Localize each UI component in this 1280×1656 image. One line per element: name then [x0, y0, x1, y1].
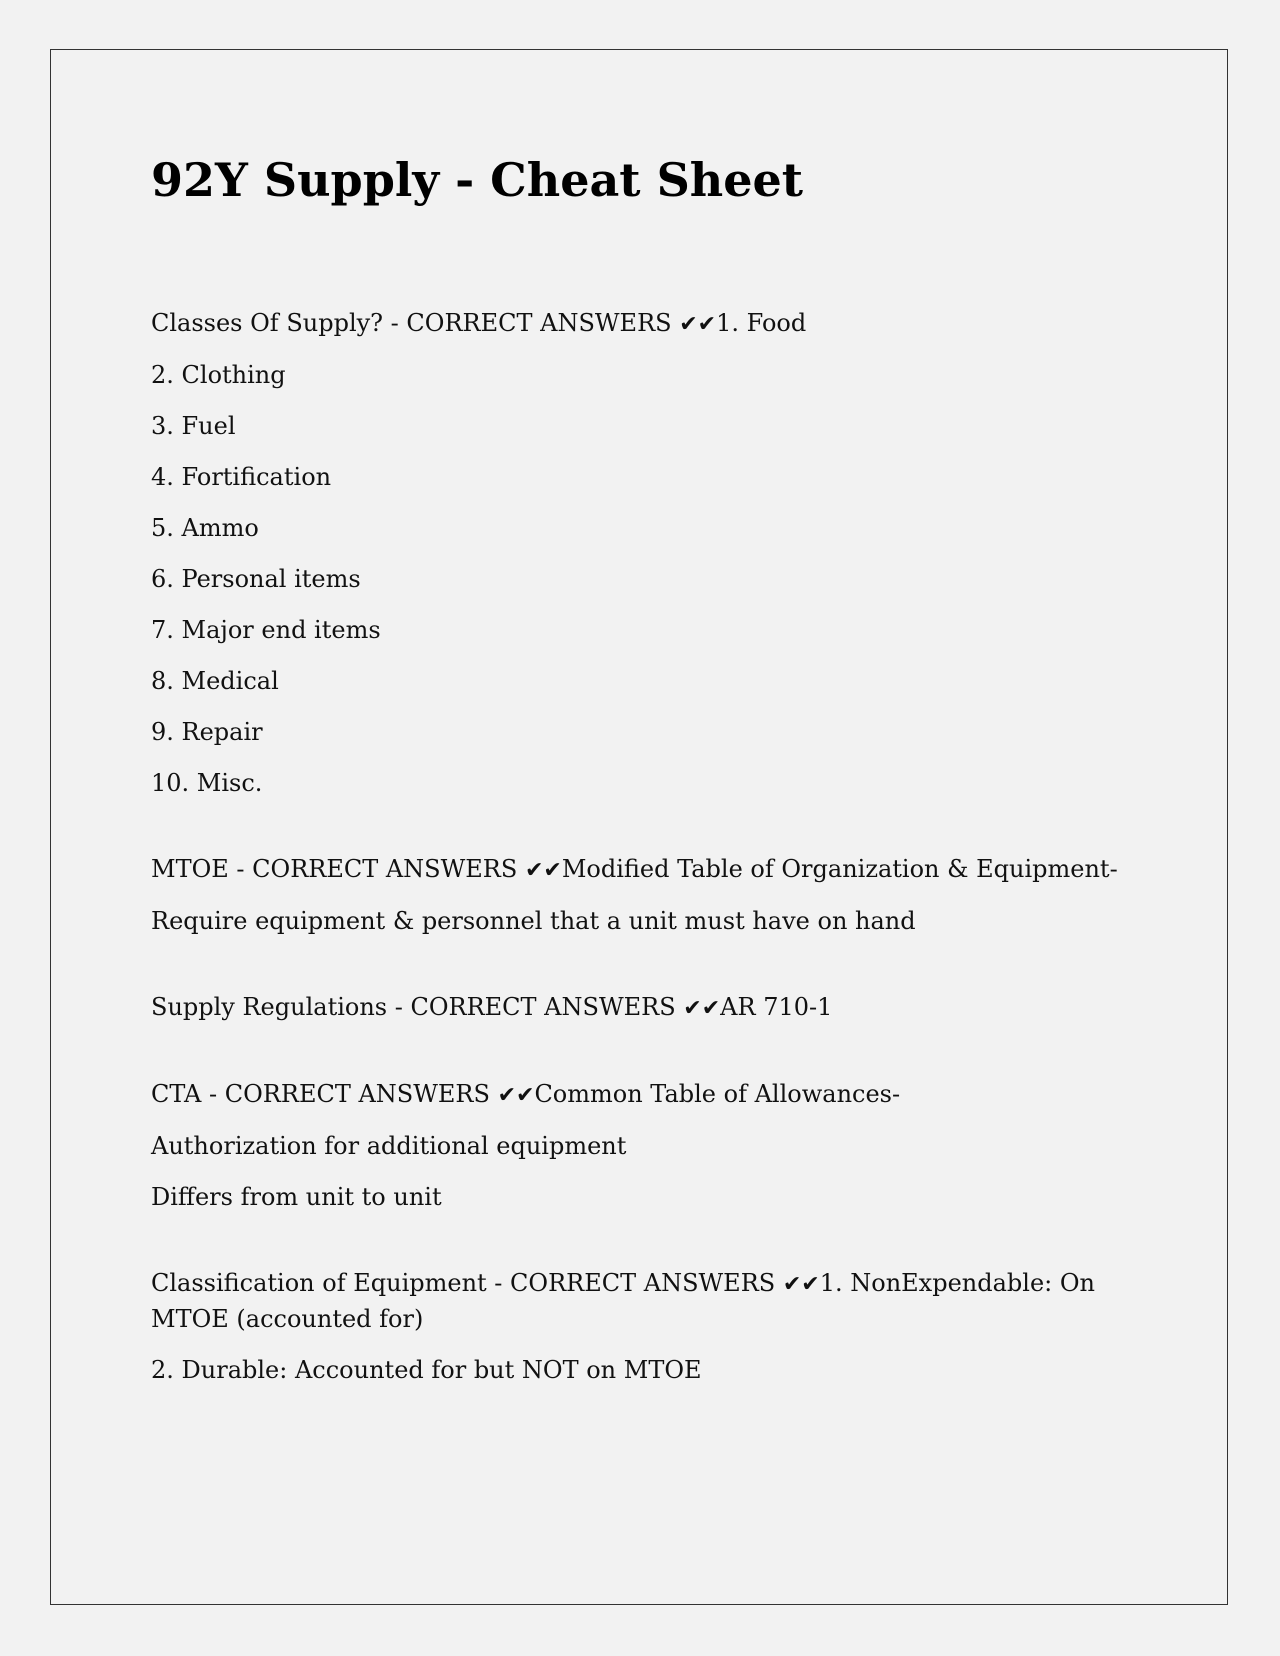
qa-answer-line: 2. Clothing [151, 361, 286, 389]
qa-separator: - CORRECT ANSWERS [387, 993, 684, 1021]
qa-answer: 1. Food [716, 309, 807, 337]
document-title: 92Y Supply - Cheat Sheet [151, 153, 804, 207]
qa-entry [151, 1077, 1151, 1215]
document-page [50, 49, 1228, 1605]
qa-question: Classes Of Supply? [151, 309, 384, 337]
qa-answer-line: 5. Ammo [151, 514, 259, 542]
check-marks-icon: ✔✔ [683, 996, 721, 1021]
qa-answer-line: 7. Major end items [151, 616, 381, 644]
qa-question-line [151, 1266, 1151, 1337]
qa-answer-line: 2. Durable: Accounted for but NOT on MTOE [151, 1356, 702, 1384]
qa-answer-line: 6. Personal items [151, 565, 361, 593]
qa-question-line [151, 306, 1151, 342]
qa-answer-line: Differs from unit to unit [151, 1183, 442, 1211]
qa-separator: - CORRECT ANSWERS [383, 309, 680, 337]
qa-separator: - CORRECT ANSWERS [228, 855, 525, 883]
qa-entries [151, 306, 1151, 1388]
qa-question-line [151, 1077, 1151, 1113]
check-marks-icon: ✔✔ [782, 1272, 820, 1297]
qa-answer-line: Require equipment & personnel that a unit must have on hand [151, 907, 916, 935]
qa-answer-line: 3. Fuel [151, 412, 236, 440]
check-marks-icon: ✔✔ [524, 858, 562, 883]
qa-entry [151, 1266, 1151, 1388]
document-content [151, 150, 1151, 1439]
qa-question: Classification of Equipment [151, 1269, 487, 1297]
qa-question-line [151, 852, 1151, 888]
qa-question-line [151, 990, 1151, 1026]
qa-separator: - CORRECT ANSWERS [486, 1269, 783, 1297]
qa-answer: 1. NonExpendable: On MTOE (accounted for) [151, 1269, 1095, 1333]
check-marks-icon: ✔✔ [497, 1083, 535, 1108]
qa-answer-line: 10. Misc. [151, 769, 263, 797]
qa-answer-line: Authorization for additional equipment [151, 1132, 627, 1160]
qa-separator: - CORRECT ANSWERS [201, 1080, 498, 1108]
qa-answer-line: 9. Repair [151, 718, 263, 746]
qa-question: MTOE [151, 855, 229, 883]
qa-question: CTA [151, 1080, 202, 1108]
qa-question: Supply Regulations [151, 993, 388, 1021]
qa-answer: Modified Table of Organization & Equipment- [561, 855, 1118, 883]
qa-entry [151, 852, 1151, 939]
qa-answer-line: 8. Medical [151, 667, 279, 695]
qa-answer: Common Table of Allowances- [534, 1080, 901, 1108]
qa-entry [151, 990, 1151, 1026]
qa-answer-line: 4. Fortification [151, 463, 332, 491]
check-marks-icon: ✔✔ [679, 312, 717, 337]
qa-entry [151, 306, 1151, 801]
qa-answer: AR 710-1 [720, 993, 833, 1021]
